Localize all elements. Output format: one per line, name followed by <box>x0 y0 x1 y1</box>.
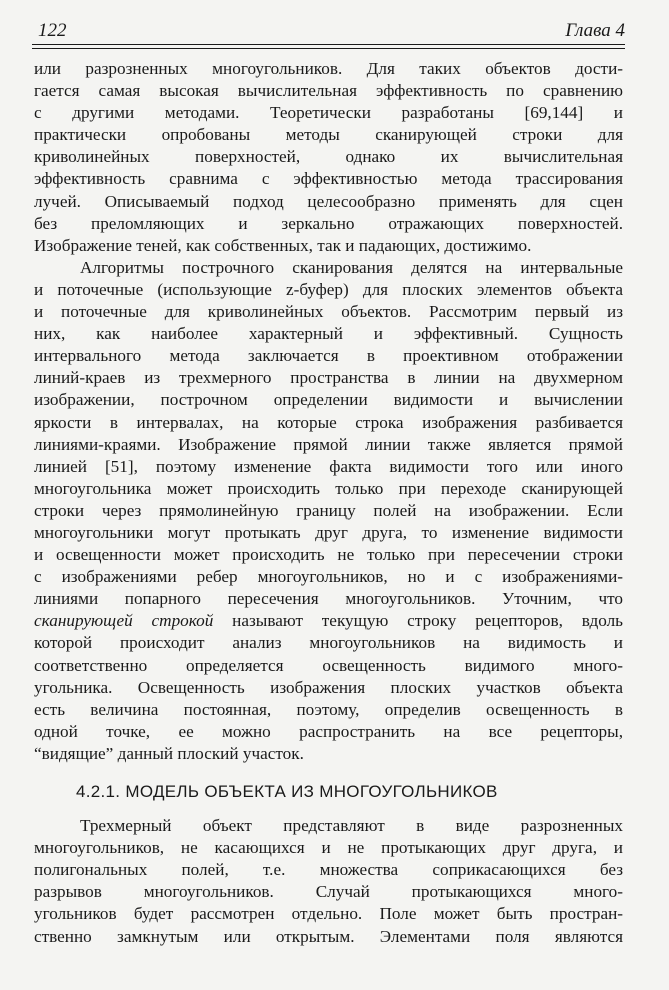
text-line: лучей. Описываемый подход целесообразно применять для сцен <box>34 191 623 211</box>
text-line: линиями-краями. Изображение прямой линии также является прямой <box>34 434 623 454</box>
text-line: полигональных полей, т.е. множества соприкасающихся без <box>34 860 623 880</box>
section-heading: 4.2.1. МОДЕЛЬ ОБЪЕКТА ИЗ МНОГОУГОЛЬНИКОВ <box>76 782 498 801</box>
text-line: которой происходит анализ многоугольников на видимость и <box>34 633 623 653</box>
text-line: Изображение теней, как собственных, так и падающих, достижимо. <box>34 235 532 255</box>
emphasized-term: сканирующей строкой <box>34 611 214 631</box>
text-line: линий-краев из трехмерного пространства в линии на двухмерном <box>34 368 623 388</box>
text-line: “видящие” данный плоский участок. <box>34 743 304 763</box>
text-line: разрывов многоугольников. Случай протыкающихся много- <box>34 882 623 902</box>
text-line: одной точке, ее можно распространить на все рецепторы, <box>34 721 623 741</box>
body-text <box>34 58 623 948</box>
text-line: и поточечные (использующие z-буфер) для плоских элементов объекта <box>34 279 623 299</box>
text-line: есть величина постоянная, поэтому, определив освещенность в <box>34 699 623 719</box>
text-line: линией [51], поэтому изменение факта видимости того или иного <box>34 456 623 476</box>
text-line: многоугольников, не касающихся и не протыкающих друг друга, и <box>34 838 623 858</box>
text-line: и освещенности может происходить не только при пересечении строки <box>34 545 623 565</box>
paragraph <box>34 257 623 765</box>
text-line: практически опробованы методы сканирующей строки для <box>34 125 623 145</box>
text-line: угольника. Освещенность изображения плоских участков объекта <box>34 677 623 697</box>
running-head: Глава 4 <box>565 20 625 41</box>
text-line: линиями попарного пересечения многоугольников. Уточним, что <box>34 589 623 609</box>
paragraphs-after <box>34 815 623 948</box>
text-line: сканирующей строкой называют текущую строку рецепторов, вдоль <box>34 611 623 631</box>
header-rule <box>32 44 625 49</box>
text-line: соответственно определяется освещенность видимого много- <box>34 655 623 675</box>
paragraph <box>34 815 623 948</box>
text-line: строки через прямолинейную границу полей на изображении. Если <box>34 500 623 520</box>
text-line: эффективность сравнима с эффективностью метода трассирования <box>34 169 623 189</box>
text-line: без преломляющих и зеркально отражающих поверхностей. <box>34 213 623 233</box>
text-line: с другими методами. Теоретически разработаны [69,144] и <box>34 103 623 123</box>
text-line: них, как наиболее характерный и эффективный. Сущность <box>34 324 623 344</box>
text-line: интервального метода заключается в проективном отображении <box>34 346 623 366</box>
text-line: угольников будет рассмотрен отдельно. Поле может быть простран- <box>34 904 623 924</box>
page-header <box>32 16 625 46</box>
text-line: или разрозненных многоугольников. Для таких объектов дости- <box>34 59 623 78</box>
text-line: изображении, построчном определении видимости и вычислении <box>34 390 623 410</box>
text-line: многоугольника может происходить только при переходе сканирующей <box>34 478 623 498</box>
text-line: гается самая высокая вычислительная эффективность по сравнению <box>34 81 623 101</box>
page-number: 122 <box>38 20 67 41</box>
text-line: Трехмерный объект представляют в виде разрозненных <box>80 816 623 836</box>
text-line: Алгоритмы построчного сканирования делятся на интервальные <box>80 257 623 277</box>
paragraph <box>34 58 623 257</box>
text-line: яркости в интервалах, на которые строка изображения разбивается <box>34 412 623 432</box>
text-line: криволинейных поверхностей, однако их вычислительная <box>34 147 623 167</box>
text-line: и поточечные для криволинейных объектов. Рассмотрим первый из <box>34 302 623 322</box>
text-line: ственно замкнутым или открытым. Элементами поля являются <box>34 926 623 946</box>
text-line: многоугольники могут протыкать друг друга, то изменение видимости <box>34 522 623 542</box>
text-line: с изображениями ребер многоугольников, но и с изображениями- <box>34 567 623 587</box>
paragraphs-before <box>34 58 623 765</box>
